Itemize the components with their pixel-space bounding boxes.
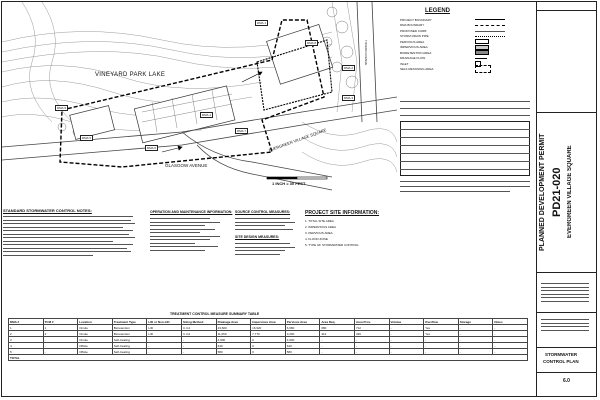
table-cell: Impervious Area [251, 319, 286, 325]
table-cell: 680 [320, 325, 355, 331]
table-cell: Treatment Type [112, 319, 147, 325]
table-cell: C.3.d [181, 325, 216, 331]
table-cell: - [354, 337, 389, 343]
sheet-number: 6.0 [563, 378, 570, 384]
table-cell: - [458, 331, 493, 337]
table-cell: 4 [9, 343, 44, 349]
legend-item: PERVIOUS AREA [400, 39, 530, 45]
dma-tag: DMA 9 [57, 106, 67, 110]
table-cell: 0 [251, 343, 286, 349]
dma-tag: DMA 5 [82, 136, 92, 140]
table-cell: - [493, 325, 528, 331]
table-cell: Overflow [424, 319, 459, 325]
table-cell: 3 [9, 337, 44, 343]
table-cell: - [458, 343, 493, 349]
table-cell: - [147, 343, 182, 349]
legend-item: DMA BOUNDARY [400, 23, 530, 29]
table-cell: - [389, 325, 424, 331]
table-cell: TCM # [43, 319, 78, 325]
table-cell: - [320, 349, 355, 355]
project-info-item: 1. TOTAL SITE AREA [305, 219, 334, 223]
table-cell: 16,920 [251, 325, 286, 331]
legend-item: PROJECT BOUNDARY [400, 17, 530, 23]
table-cell: Pervious Area [285, 319, 320, 325]
table-cell: LID [147, 325, 182, 331]
table-cell: Notes [493, 319, 528, 325]
table-cell: - [181, 349, 216, 355]
treatment-summary-table [8, 318, 528, 361]
table-cell: 7,770 [251, 331, 286, 337]
table-cell: - [43, 343, 78, 349]
table-cell: - [181, 343, 216, 349]
table-cell: 4,900 [216, 337, 251, 343]
table-cell: 580 [216, 349, 251, 355]
table-totals-label: TOTAL [9, 355, 528, 361]
table-cell: - [320, 337, 355, 343]
title-block [536, 2, 596, 396]
project-info-item: 4. FLOOD ZONE [305, 237, 328, 241]
table-cell: - [424, 343, 459, 349]
table-cell: 2 [43, 331, 78, 337]
table-cell: Yes [424, 331, 459, 337]
dma-tag: DMA 8 [307, 41, 317, 45]
scale-label: 1 INCH = 30 FEET [272, 181, 306, 186]
table-cell: - [181, 337, 216, 343]
table-cell: 5 [9, 349, 44, 355]
table-cell: C.3.d [181, 331, 216, 337]
table-cell: - [389, 331, 424, 337]
legend-item: IMPERVIOUS AREA [400, 45, 530, 51]
table-cell: Area Prov. [354, 319, 389, 325]
table-cell: Storage [458, 319, 493, 325]
table-cell: Onsite [78, 331, 113, 337]
table-cell: 580 [285, 349, 320, 355]
table-cell: 11,060 [216, 331, 251, 337]
legend-title: LEGEND [425, 8, 451, 14]
table-cell: - [493, 343, 528, 349]
table-cell: LID or Non-LID [147, 319, 182, 325]
street-label: TUXEDO AVENUE [364, 40, 368, 66]
table-cell: - [389, 337, 424, 343]
table-cell: DMA # [9, 319, 44, 325]
table-cell: 640 [285, 343, 320, 349]
table-cell: 0 [251, 349, 286, 355]
project-info-item: 3. PERVIOUS AREA [305, 231, 333, 235]
main-title: PLANNED DEVELOPMENT PERMIT [539, 133, 546, 251]
table-cell: Self-treating [112, 337, 147, 343]
source-control-notes [235, 210, 300, 305]
table-cell: 4,900 [285, 337, 320, 343]
table-cell: 0 [251, 337, 286, 343]
table-cell: - [389, 349, 424, 355]
table-cell: - [458, 337, 493, 343]
table-cell: 6,680 [285, 325, 320, 331]
table-cell: 1 [9, 325, 44, 331]
table-cell: Onsite [78, 325, 113, 331]
project-info-item: 5. TYPE OF STORMWATER CONTROL [305, 243, 359, 247]
table-cell: Sizing Method [181, 319, 216, 325]
table-cell: - [354, 343, 389, 349]
table-cell: - [43, 349, 78, 355]
table-cell: - [493, 337, 528, 343]
table-cell: - [458, 349, 493, 355]
legend-item: SELF-RETAINING AREA [400, 67, 530, 73]
table-cell: 23,600 [216, 325, 251, 331]
project-name: EVERGREEN VILLAGE SQUARE [567, 145, 573, 239]
source-control-title: SOURCE CONTROL MEASURES: [235, 210, 291, 214]
site-plan-map [2, 2, 397, 202]
operation-maintenance-notes [150, 210, 233, 305]
road-label: EVERGREEN VILLAGE SQUARE [268, 127, 327, 153]
project-info-item: 2. IMPERVIOUS AREA [305, 225, 336, 229]
table-cell: Onsite [78, 337, 113, 343]
sheet-title-line2: CONTROL PLAN [543, 359, 579, 364]
legend-item: STORM DRAIN PIPE [400, 34, 530, 40]
legend-item: PROPOSED CURB [400, 28, 427, 33]
dma-tag: DMA 2 [344, 66, 354, 70]
table-cell: 640 [216, 343, 251, 349]
table-cell: Offsite [78, 349, 113, 355]
operation-notes-title: OPERATION AND MAINTENANCE INFORMATION: [150, 210, 233, 214]
table-cell: Self-treating [112, 349, 147, 355]
project-info-title: PROJECT SITE INFORMATION: [305, 210, 380, 216]
table-cell: - [458, 325, 493, 331]
legend-item: DRAINAGE FLOW [400, 56, 530, 62]
avenue-label: GLASGOW AVENUE [165, 163, 208, 168]
calculation-worksheet [400, 96, 532, 196]
site-design-title: SITE DESIGN MEASURES: [235, 235, 280, 239]
summary-table-title: TREATMENT CONTROL MEASURE SUMMARY TABLE [170, 312, 260, 316]
legend-item: INLET [400, 61, 530, 67]
table-cell: - [389, 343, 424, 349]
dma-tag: DMA 1 [257, 21, 267, 25]
table-cell: Volume [389, 319, 424, 325]
table-cell: 312 [320, 331, 355, 337]
project-site-information [305, 210, 395, 270]
dma-tag: DMA 6 [147, 146, 157, 150]
table-cell: - [424, 349, 459, 355]
table-cell: Bioretention [112, 331, 147, 337]
dma-tag: DMA 7 [237, 129, 247, 133]
table-cell: - [354, 349, 389, 355]
table-cell: - [493, 349, 528, 355]
table-cell: 326 [354, 331, 389, 337]
table-cell: Yes [424, 325, 459, 331]
table-cell: LID [147, 331, 182, 337]
table-cell: - [43, 337, 78, 343]
dma-tag: DMA 4 [202, 113, 212, 117]
table-cell: Area Req. [320, 319, 355, 325]
sheet-title-line1: STORMWATER [545, 352, 578, 357]
table-cell: 712 [354, 325, 389, 331]
legend [400, 8, 532, 90]
table-totals-row [9, 355, 528, 361]
table-cell: Self-treating [112, 343, 147, 349]
table-cell: 1 [43, 325, 78, 331]
table-cell: - [424, 337, 459, 343]
standard-notes [3, 208, 143, 308]
table-cell: Bioretention [112, 325, 147, 331]
lake-label: VINEYARD PARK LAKE [95, 72, 166, 78]
standard-notes-title: STANDARD STORMWATER CONTROL NOTES: [3, 208, 92, 213]
permit-number: PD21-020 [551, 167, 563, 217]
table-cell: - [147, 349, 182, 355]
table-cell: 2 [9, 331, 44, 337]
table-cell: 3,290 [285, 331, 320, 337]
table-cell: Drainage Area [216, 319, 251, 325]
table-cell: - [493, 331, 528, 337]
table-cell: - [147, 337, 182, 343]
table-cell: Offsite [78, 343, 113, 349]
table-cell: - [320, 343, 355, 349]
legend-item: BIORETENTION AREA [400, 50, 530, 56]
table-cell: Location [78, 319, 113, 325]
dma-tag: DMA 3 [344, 96, 354, 100]
